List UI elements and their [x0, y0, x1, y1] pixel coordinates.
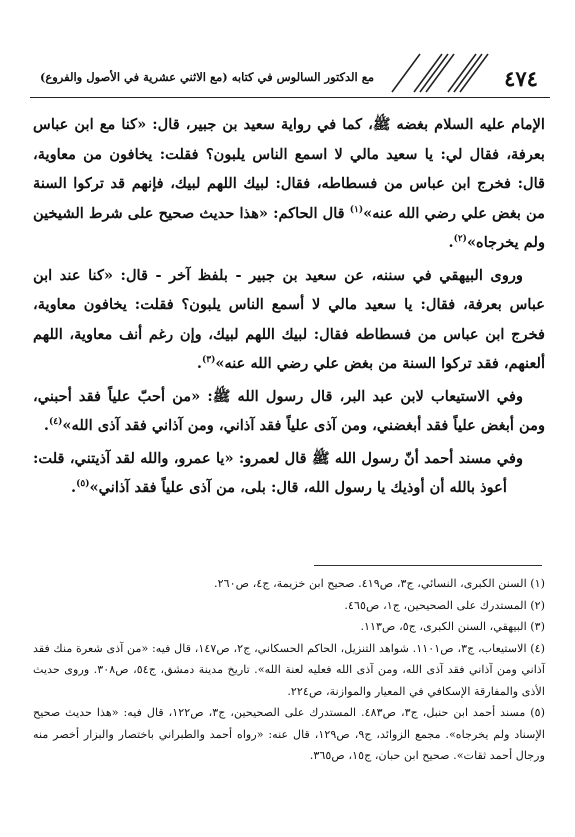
footnote-ref-2[interactable]: (٢): [453, 234, 467, 245]
page-header: [30, 66, 550, 94]
page-number: ٤٧٤: [504, 66, 538, 91]
footnote-ref-1[interactable]: (١): [349, 204, 364, 215]
footnote-4: (٤) الاستيعاب، ج٣، ص١١٠١. شواهد التنزيل، الحاكم الحسكاني، ج٢، ص١٤٧، قال فيه: «من آذى شعرة منك فقد آذاني ومن آذاني فقد آذى الله، ومن آذى الله فعليه لعنة الله». تاريخ مدينة دمشق، ج٥٤، ص٣٠٨. وروى حديث الأذى والمفارقة الإسكافي في المعيار والموازنة، ص٢٢٤.: [33, 641, 545, 698]
footnote-1: (١) السنن الكبرى، النسائي، ج٣، ص٤١٩. صحيح ابن خزيمة، ج٤، ص٢٦٠.: [214, 577, 545, 590]
paragraph-3: [33, 382, 545, 441]
footnote-ref-5[interactable]: (٥): [76, 479, 90, 490]
header-rule: [30, 97, 550, 98]
footnote-2: (٢) المستدرك على الصحيحين، ج١، ص٤٦٥.: [344, 598, 545, 612]
paragraph-2: [33, 261, 545, 379]
paragraph-1-end: .: [448, 234, 454, 251]
running-title: مع الدكتور السالوس في كتابه (مع الاثني عشرية في الأصول والفروع): [39, 70, 375, 84]
footnotes: [33, 573, 545, 767]
footnote-separator: [314, 565, 542, 566]
paragraph-4: [33, 444, 545, 503]
paragraph-1-tail: قال الحاكم: «هذا حديث صحيح على شرط الشيخين ولم يخرجاه»: [33, 204, 545, 251]
paragraph-1: [33, 110, 545, 258]
paragraph-1-text: الإمام عليه السلام بغضه ﷺ، كما في رواية سعيد بن جبير، قال: «كنا مع ابن عباس بعرفة، فقال لي: يا سعيد مالي لا اسمع الناس يلبون؟ فقلت: يخافون من معاوية، قال: فخرج ابن عباس من فسطاطه، فقال: لبيك اللهم لبيك، فإنهم قد تركوا السنة من بغض علي رضي الله عنه»: [33, 116, 545, 222]
paragraph-4-end: .: [71, 479, 77, 496]
footnote-ref-4[interactable]: (٤): [49, 417, 63, 428]
paragraph-3-end: .: [43, 417, 49, 434]
paragraph-4-text: وفي مسند أحمد أنّ رسول الله ﷺ قال لعمرو: «يا عمرو، والله لقد آذيتني، قلت: أعوذ بالله أن أوذيك يا رسول الله، قال: بلى، من آذى علياً فقد آذاني»: [33, 449, 523, 496]
footnote-ref-3[interactable]: (٣): [201, 355, 216, 366]
main-text: [33, 110, 545, 506]
footnote-5: (٥) مسند أحمد ابن حنبل، ج٣، ص٤٨٣. المستدرك على الصحيحين، ج٣، ص١٢٢، قال فيه: «هذا حديث صحيح الإسناد ولم يخرجاه». مجمع الزوائد، ج٩، ص١٢٩، قال عنه: «رواه أحمد والطبراني باختصار والبزار أخصر منه ورجال أحمد ثقات». صحيح ابن حبان، ج١٥، ص٣٦٥.: [33, 706, 545, 762]
paragraph-2-end: .: [196, 355, 202, 372]
header-ornament-icon: [390, 52, 490, 94]
paragraph-2-text: وروى البيهقي في سننه، عن سعيد بن جبير - بلفظ آخر - قال: «كنا عند ابن عباس بعرفة، فقال: يا سعيد مالي لا أسمع الناس يلبون؟ فقلت: يخافون معاوية، فخرج ابن عباس من فسطاطه فقال: لبيك اللهم لبيك، وإن رغم أنف معاوية، اللهم ألعنهم، فقد تركوا السنة من بغض علي رضي الله عنه»: [33, 266, 545, 372]
paragraph-3-text: وفي الاستيعاب لابن عبد البر، قال رسول الله ﷺ: «من أحبّ علياً فقد أحبني، ومن أبغض علياً فقد أبغضني، ومن آذى علياً فقد آذاني، ومن آذاني فقد آذى الله»: [33, 387, 545, 434]
footnote-3: (٣) البيهقي، السنن الكبرى، ج٥، ص١١٣.: [360, 620, 545, 633]
